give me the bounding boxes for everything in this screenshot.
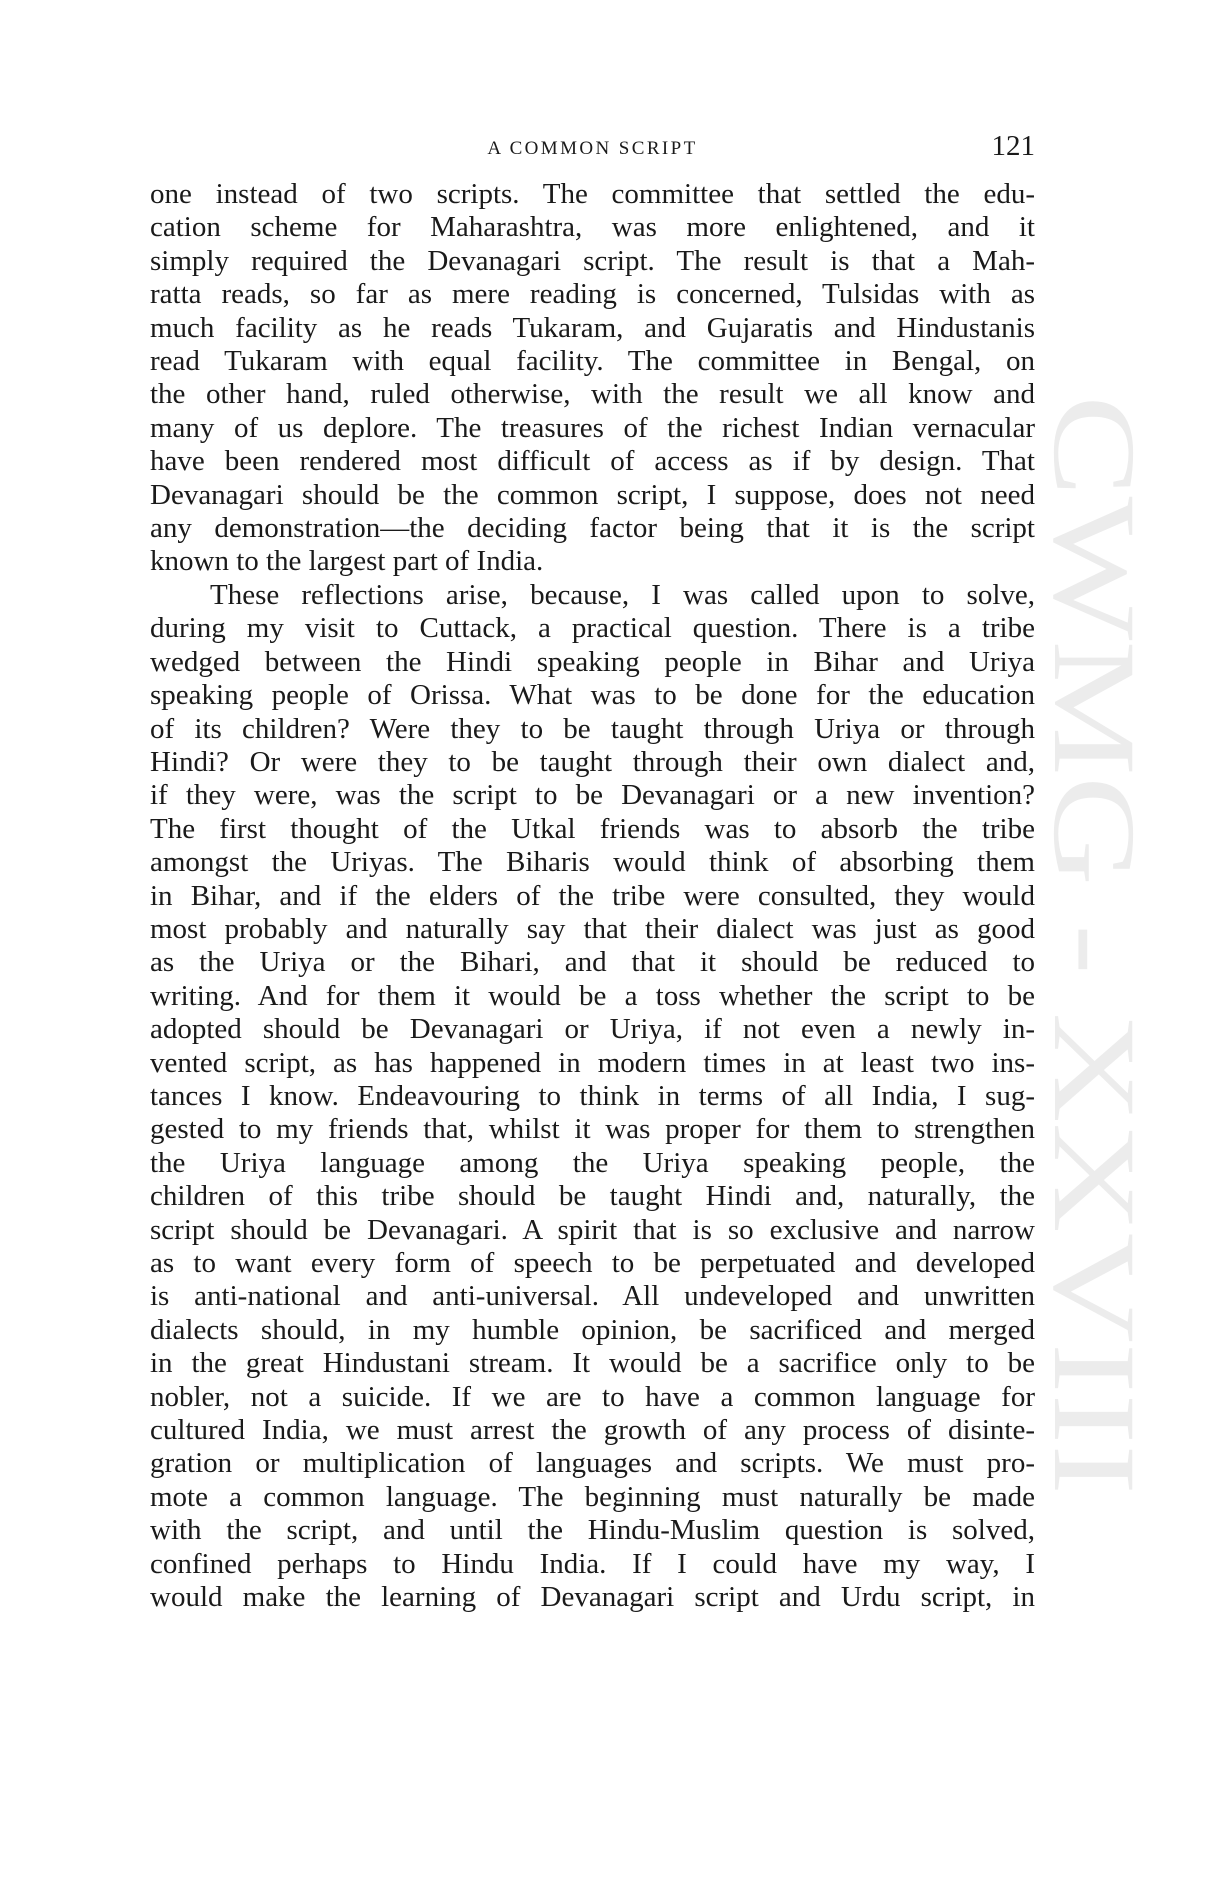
text-line: The first thought of the Utkal friends was to absorb the tribe [150, 812, 1035, 845]
page-number: 121 [991, 130, 1035, 162]
text-line: amongst the Uriyas. The Biharis would think of absorbing them [150, 846, 1035, 879]
text-line: mote a common language. The beginning must naturally be made [150, 1480, 1035, 1513]
text-line: would make the learning of Devanagari script and Urdu script, in [150, 1581, 1035, 1614]
paragraph-2 [150, 579, 1035, 1615]
text-line: much facility as he reads Tukaram, and Gujaratis and Hindustanis [150, 311, 1035, 344]
text-line: read Tukaram with equal facility. The committee in Bengal, on [150, 345, 1035, 378]
text-line: simply required the Devanagari script. The result is that a Mah- [150, 244, 1035, 277]
text-line: cultured India, we must arrest the growth of any process of disinte- [150, 1414, 1035, 1447]
text-line: if they were, was the script to be Devanagari or a new invention? [150, 779, 1035, 812]
text-line: These reflections arise, because, I was called upon to solve, [210, 578, 1035, 611]
text-line: the Uriya language among the Uriya speaking people, the [150, 1146, 1035, 1179]
text-line: gested to my friends that, whilst it was proper for them to strengthen [150, 1113, 1035, 1146]
body-text [150, 178, 1035, 1614]
text-line: of its children? Were they to be taught through Uriya or through [150, 712, 1035, 745]
text-line: gration or multiplication of languages and scripts. We must pro- [150, 1447, 1035, 1480]
text-line: have been rendered most difficult of access as if by design. That [150, 445, 1035, 478]
text-line: most probably and naturally say that their dialect was just as good [150, 912, 1035, 945]
text-line: as to want every form of speech to be perpetuated and developed [150, 1247, 1035, 1279]
text-line: Hindi? Or were they to be taught through their own dialect and, [150, 745, 1035, 778]
text-line: Devanagari should be the common script, I suppose, does not need [150, 478, 1035, 511]
text-line: script should be Devanagari. A spirit that is so exclusive and narrow [150, 1213, 1035, 1246]
text-line: during my visit to Cuttack, a practical question. There is a tribe [150, 612, 1035, 645]
text-line: is anti-national and anti-universal. All undeveloped and unwritten [150, 1280, 1035, 1313]
text-line: known to the largest part of India. [150, 545, 544, 578]
text-line: as the Uriya or the Bihari, and that it should be reduced to [150, 946, 1035, 979]
text-line: speaking people of Orissa. What was to be done for the education [150, 679, 1035, 712]
text-line: confined perhaps to Hindu India. If I could have my way, I [150, 1547, 1035, 1580]
text-line: with the script, and until the Hindu-Muslim question is solved, [150, 1514, 1035, 1547]
text-line: writing. And for them it would be a toss whether the script to be [150, 979, 1035, 1012]
text-line: vented script, as has happened in modern times in at least two ins- [150, 1046, 1035, 1079]
text-line: wedged between the Hindi speaking people in Bihar and Uriya [150, 645, 1035, 678]
text-line: the other hand, ruled otherwise, with the result we all know and [150, 378, 1035, 411]
text-line: in the great Hindustani stream. It would be a sacrifice only to be [150, 1347, 1035, 1380]
text-line: adopted should be Devanagari or Uriya, if not even a newly in- [150, 1013, 1035, 1046]
text-line: cation scheme for Maharashtra, was more enlightened, and it [150, 211, 1035, 244]
text-line: one instead of two scripts. The committee that settled the edu- [150, 178, 1035, 210]
page-header [150, 130, 1035, 166]
watermark [1025, 395, 1160, 1495]
paragraph-1 [150, 178, 1035, 579]
text-line: ratta reads, so far as mere reading is concerned, Tulsidas with as [150, 278, 1035, 311]
watermark-text: CWMG - XXVIII [1029, 395, 1160, 1248]
text-line: any demonstration—the deciding factor being that it is the script [150, 512, 1035, 545]
text-line: nobler, not a suicide. If we are to have a common language for [150, 1380, 1035, 1413]
text-line: in Bihar, and if the elders of the tribe were consulted, they would [150, 879, 1035, 912]
text-line: dialects should, in my humble opinion, be sacrificed and merged [150, 1313, 1035, 1346]
text-line: tances I know. Endeavouring to think in terms of all India, I sug- [150, 1079, 1035, 1112]
text-line: children of this tribe should be taught Hindi and, naturally, the [150, 1180, 1035, 1213]
running-head: A COMMON SCRIPT [487, 138, 698, 159]
text-line: many of us deplore. The treasures of the richest Indian vernacular [150, 411, 1035, 444]
